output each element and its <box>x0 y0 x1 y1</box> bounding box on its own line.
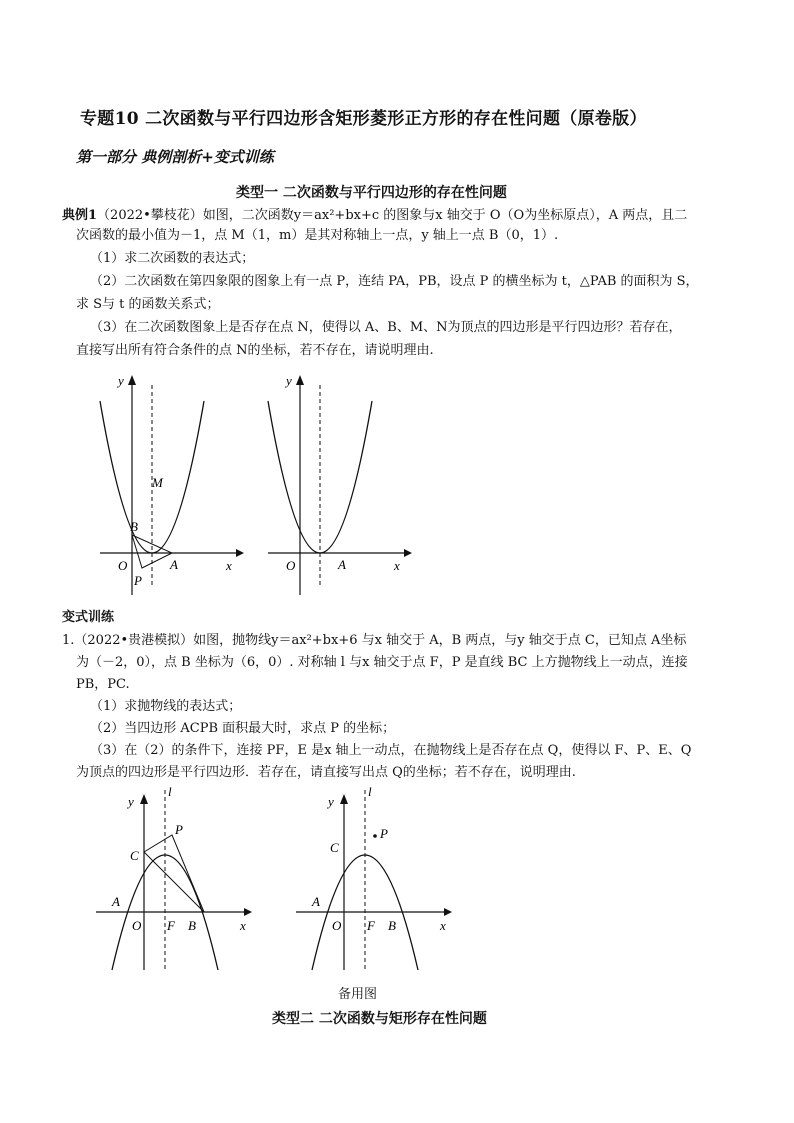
part-heading: 第一部分 典例剖析+变式训练 <box>76 148 274 166</box>
svg-text:y: y <box>286 373 292 388</box>
variant-line-2: 为（－2，0），点 B 坐标为（6，0）. 对称轴 l 与x 轴交于点 F，P 是直线 BC 上方抛物线上一动点，连接 <box>76 655 688 670</box>
point-p-label: P <box>134 573 142 588</box>
svg-text:P: P <box>380 826 388 841</box>
section-heading-1: 类型一 二次函数与平行四边形的存在性问题 <box>236 185 507 201</box>
svg-text:F: F <box>367 918 375 933</box>
svg-text:y: y <box>328 794 334 809</box>
document-title: 专题10 二次函数与平行四边形含矩形菱形正方形的存在性问题（原卷版） <box>80 109 647 129</box>
point-m-label: M <box>152 475 163 490</box>
point-a-label: A <box>170 557 178 572</box>
variant-line-5: （2）当四边形 ACPB 面积最大时，求点 P 的坐标； <box>90 721 396 736</box>
example1-figure-spare <box>258 365 418 605</box>
example1-line-1: 典例1（2022•攀枝花）如图，二次函数y＝ax²+bx+c 的图象与x 轴交于 O（O为坐标原点），A 两点，且二 <box>62 208 688 223</box>
svg-text:B: B <box>388 918 396 933</box>
svg-text:x: x <box>394 558 400 573</box>
example1-line-4: （2）二次函数在第四象限的图象上有一点 P，连结 PA，PB，设点 P 的横坐标为 t，△PAB 的面积为 S， <box>90 274 699 289</box>
variant-line-1: 1.（2022•贵港模拟）如图，抛物线y＝ax²+bx+6 与x 轴交于 A，B 两点，与y 轴交于点 C，已知点 A坐标 <box>62 633 687 648</box>
svg-text:O: O <box>332 918 342 933</box>
variant-figure-main <box>92 780 262 975</box>
example1-line-7: 直接写出所有符合条件的点 N的坐标，若不存在，请说明理由. <box>76 343 434 358</box>
section-heading-2: 类型二 二次函数与矩形存在性问题 <box>272 1011 487 1027</box>
example1-figure-main <box>90 365 250 605</box>
variant-heading: 变式训练 <box>62 610 115 625</box>
svg-text:C: C <box>130 848 139 863</box>
svg-text:A: A <box>338 557 346 572</box>
y-axis-arrow <box>128 375 136 385</box>
spare-figure-caption: 备用图 <box>338 987 378 1002</box>
origin-label: O <box>118 558 128 573</box>
svg-text:l: l <box>368 784 372 799</box>
variant-line-7: 为顶点的四边形是平行四边形．若存在，请直接写出点 Q的坐标；若不存在，说明理由. <box>76 765 576 780</box>
variant-line-6: （3）在（2）的条件下，连接 PF，E 是x 轴上一动点，在抛物线上是否存在点 Q，使得以 F、P、E、Q <box>90 743 692 758</box>
variant-figure-spare <box>292 780 462 975</box>
svg-text:C: C <box>330 840 339 855</box>
y-label: y <box>118 373 124 388</box>
example1-label: 典例1 <box>62 208 98 223</box>
example1-line-5: 求 S与 t 的函数关系式； <box>76 297 220 312</box>
point-b-label: B <box>130 519 138 534</box>
svg-text:B: B <box>188 918 196 933</box>
example1-line-2: 次函数的最小值为－1，点 M（1，m）是其对称轴上一点，y 轴上一点 B（0，1）. <box>76 228 559 243</box>
x-label: x <box>226 558 232 573</box>
svg-text:F: F <box>167 918 175 933</box>
segment-bc <box>144 852 204 912</box>
variant-line-3: PB，PC. <box>76 677 130 692</box>
svg-text:A: A <box>312 894 320 909</box>
x-axis-arrow <box>236 549 244 557</box>
svg-text:x: x <box>440 918 446 933</box>
svg-text:O: O <box>132 918 142 933</box>
example1-line-6: （3）在二次函数图象上是否存在点 N，使得以 A、B、M、N为顶点的四边形是平行四边形？若存在， <box>90 320 682 335</box>
svg-text:P: P <box>175 822 183 837</box>
svg-text:x: x <box>240 918 246 933</box>
variant-line-4: （1）求抛物线的表达式； <box>90 699 242 714</box>
svg-text:O: O <box>286 558 296 573</box>
svg-text:l: l <box>168 784 172 799</box>
svg-text:y: y <box>128 794 134 809</box>
svg-text:A: A <box>112 894 120 909</box>
example1-line-3: （1）求二次函数的表达式； <box>90 251 255 266</box>
